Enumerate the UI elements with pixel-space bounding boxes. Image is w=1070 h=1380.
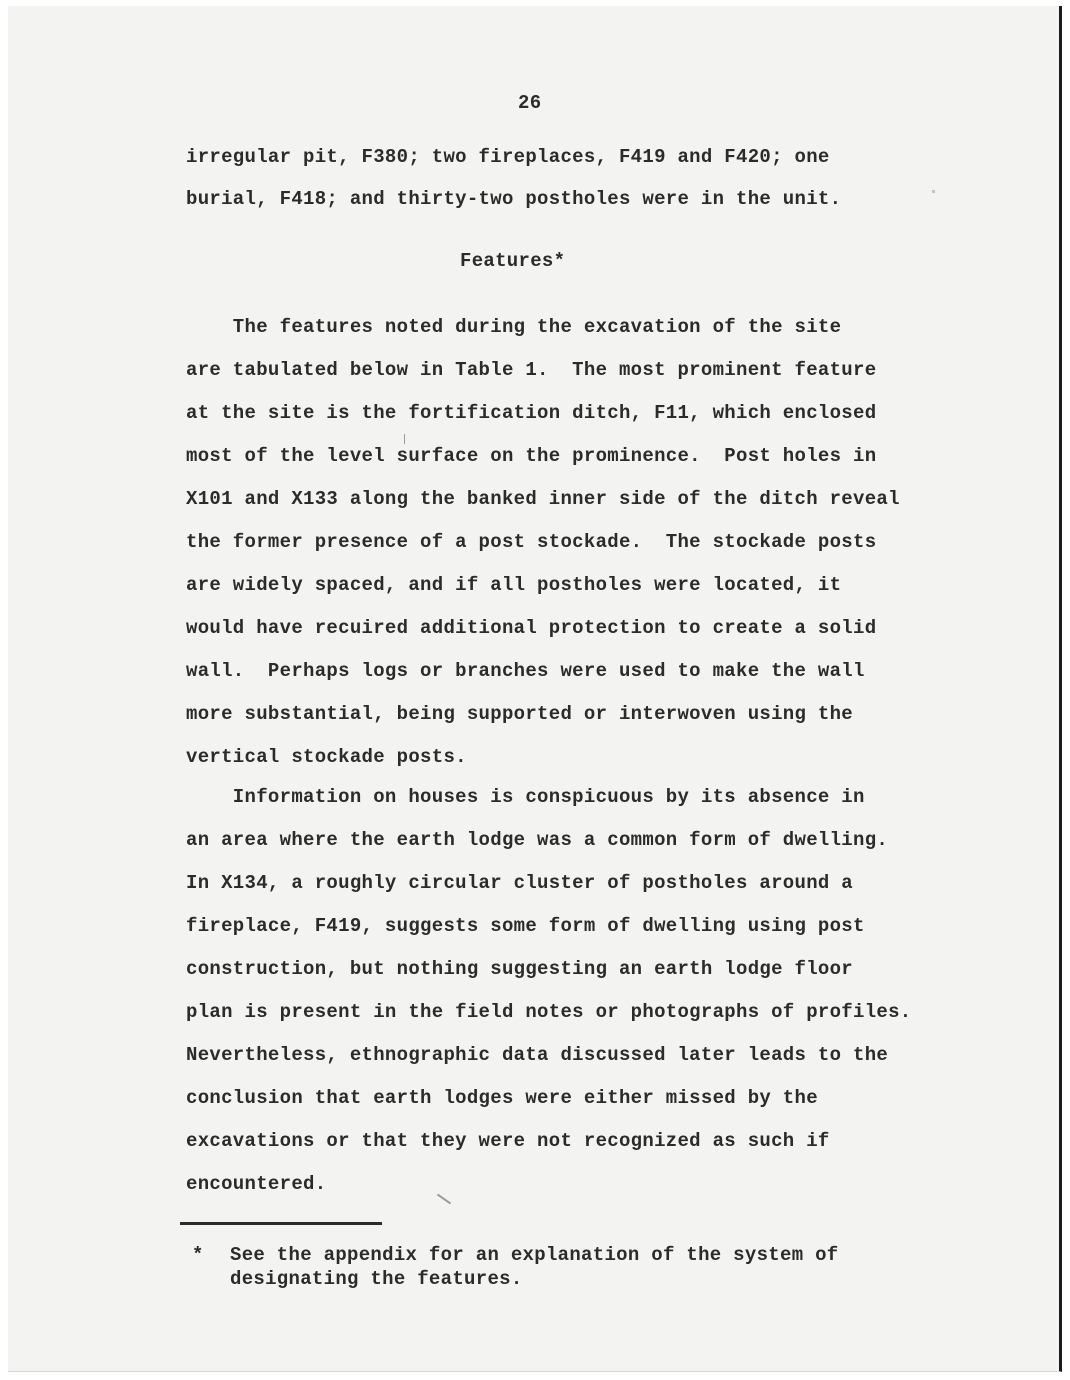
paragraph-1-line: wall. Perhaps logs or branches were used to make the wall [186, 660, 865, 682]
paragraph-2-line: construction, but nothing suggesting an earth lodge floor [186, 958, 854, 980]
scan-speck [404, 434, 405, 444]
paragraph-1-line: at the site is the fortification ditch, F11, which enclosed [186, 402, 877, 424]
paragraph-1-line: are widely spaced, and if all postholes were located, it [186, 574, 842, 596]
paragraph-1-line: are tabulated below in Table 1. The most prominent feature [186, 359, 877, 381]
paragraph-2-line: excavations or that they were not recognized as such if [186, 1130, 830, 1152]
paragraph-1-line: more substantial, being supported or interwoven using the [186, 703, 854, 725]
footnote-line: See the appendix for an explanation of the system of [230, 1244, 839, 1266]
paragraph-2-line: an area where the earth lodge was a common form of dwelling. [186, 829, 889, 851]
scan-speck [932, 190, 935, 193]
intro-line: irregular pit, F380; two fireplaces, F419 and F420; one [186, 146, 830, 168]
paragraph-2-line: Information on houses is conspicuous by its absence in [186, 786, 865, 808]
paragraph-2-line: fireplace, F419, suggests some form of dwelling using post [186, 915, 865, 937]
scan-speck [437, 1194, 451, 1205]
paragraph-1-line: would have recuired additional protection to create a solid [186, 617, 877, 639]
paragraph-2-line: plan is present in the field notes or photographs of profiles. [186, 1001, 912, 1023]
paragraph-1-line: X101 and X133 along the banked inner side of the ditch reveal [186, 488, 900, 510]
footnote-marker: * [192, 1244, 204, 1266]
paragraph-2-line: encountered. [186, 1173, 327, 1195]
paragraph-2-line: In X134, a roughly circular cluster of postholes around a [186, 872, 854, 894]
intro-line: burial, F418; and thirty-two postholes were in the unit. [186, 188, 842, 210]
paragraph-1-line: most of the level surface on the prominence. Post holes in [186, 445, 877, 467]
paragraph-1-line: the former presence of a post stockade. The stockade posts [186, 531, 877, 553]
footnote-divider [180, 1222, 382, 1225]
paragraph-2-line: Nevertheless, ethnographic data discussed later leads to the [186, 1044, 889, 1066]
typewritten-page [8, 6, 1062, 1372]
footnote-line: designating the features. [230, 1268, 523, 1290]
paragraph-1-line: vertical stockade posts. [186, 746, 467, 768]
paragraph-2-line: conclusion that earth lodges were either missed by the [186, 1087, 818, 1109]
section-heading: Features* [460, 250, 566, 272]
paragraph-1-line: The features noted during the excavation of the site [186, 316, 842, 338]
page-number: 26 [518, 92, 542, 114]
